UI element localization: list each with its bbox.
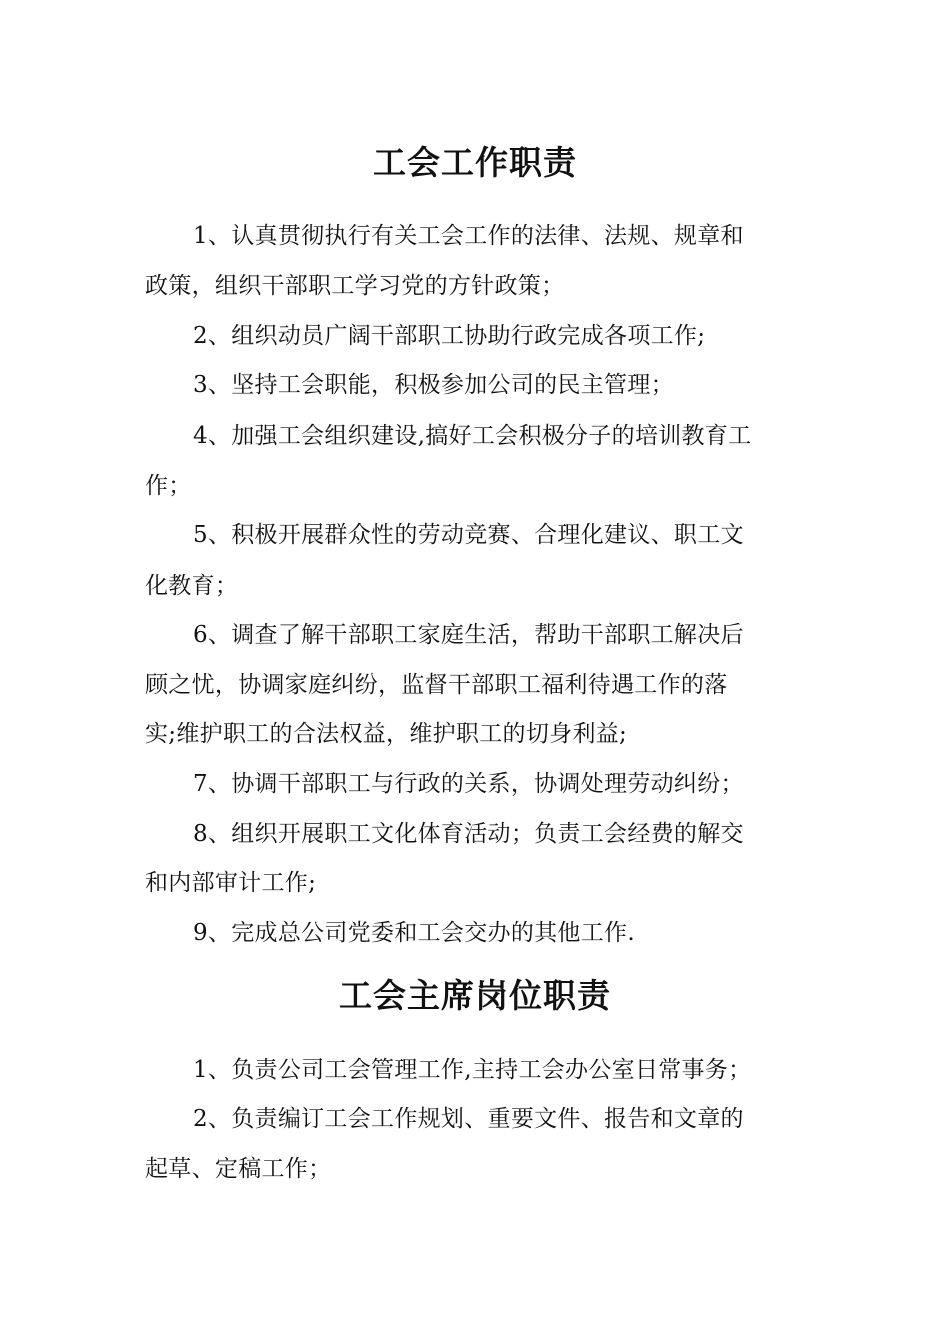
paragraph-line: 起草、定稿工作； <box>145 1156 332 1182</box>
section-title-chairman-duties: 工会主席岗位职责 <box>339 976 611 1015</box>
paragraph-line: 8、组织开展职工文化体育活动；负责工会经费的解交 <box>193 821 744 847</box>
paragraph-line: 9、完成总公司党委和工会交办的其他工作. <box>193 920 635 946</box>
paragraph-line: 2、组织动员广阔干部职工协助行政完成各项工作; <box>193 323 706 349</box>
paragraph-line: 实;维护职工的合法权益，维护职工的切身利益; <box>145 721 628 747</box>
paragraph-line: 政策，组织干部职工学习党的方针政策； <box>145 273 565 299</box>
paragraph-line: 4、加强工会组织建设,搞好工会积极分子的培训教育工 <box>193 423 752 449</box>
paragraph-line: 作； <box>145 473 192 499</box>
paragraph-line: 2、负责编订工会工作规划、重要文件、报告和文章的 <box>193 1106 744 1132</box>
paragraph-line: 和内部审计工作; <box>145 870 317 896</box>
paragraph-line: 顾之忧，协调家庭纠纷，监督干部职工福利待遇工作的落 <box>145 672 728 698</box>
section-title-union-duties: 工会工作职责 <box>373 143 577 182</box>
paragraph-line: 1、认真贯彻执行有关工会工作的法律、法规、规章和 <box>193 223 744 249</box>
paragraph-line: 1、负责公司工会管理工作,主持工会办公室日常事务； <box>193 1057 752 1083</box>
paragraph-line: 7、协调干部职工与行政的关系，协调处理劳动纠纷； <box>193 771 744 797</box>
paragraph-line: 5、积极开展群众性的劳动竞赛、合理化建议、职工文 <box>193 522 744 548</box>
paragraph-line: 6、调查了解干部职工家庭生活，帮助干部职工解决后 <box>193 622 744 648</box>
paragraph-line: 化教育； <box>145 573 239 599</box>
paragraph-line: 3、坚持工会职能，积极参加公司的民主管理； <box>193 372 674 398</box>
